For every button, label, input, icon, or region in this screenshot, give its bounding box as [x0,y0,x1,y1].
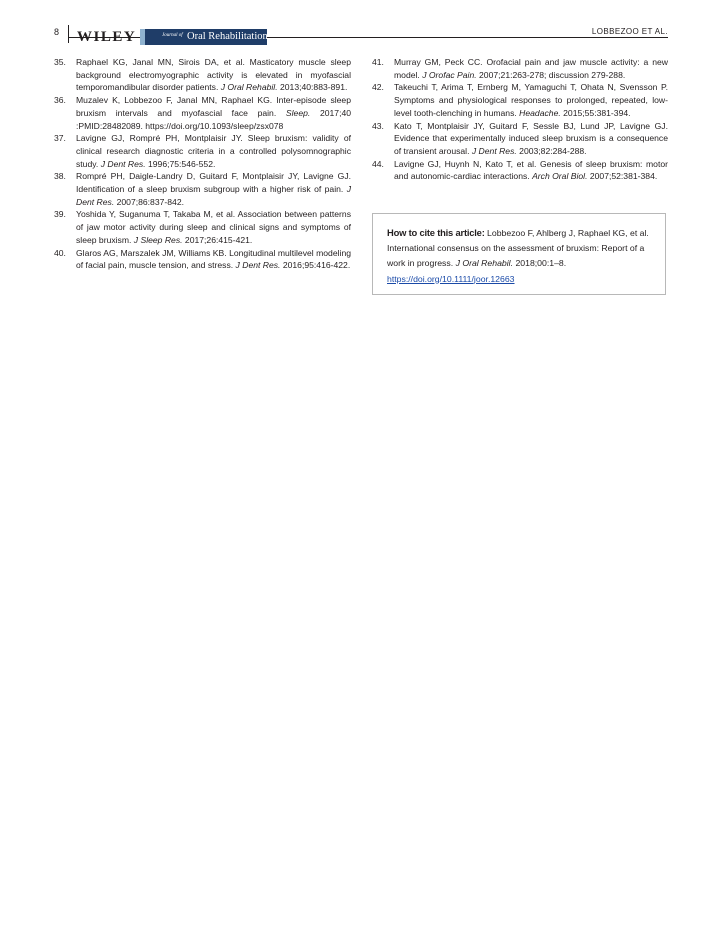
reference-journal: Headache. [519,107,561,118]
reference-journal: J Oral Rehabil. [220,82,278,93]
reference-journal: J Dent Res. [471,145,517,156]
reference-text: Kato T, Montplaisir JY, Guitard F, Sessle BJ, Lund JP, Lavigne GJ. Evidence that experimentally induced sleep bruxism is a consequence of transient arousal. [394,120,668,156]
reference-journal: Sleep. [285,107,311,118]
reference-number: 42. [372,82,384,93]
reference-journal: J Dent Res. [76,184,351,207]
reference-item [54,170,351,208]
page-number: 8 [54,27,60,37]
cite-heading: How to cite this article: [387,227,485,238]
reference-number: 37. [54,133,66,144]
reference-item [54,132,351,170]
reference-item [372,158,668,183]
reference-number: 38. [54,171,66,182]
reference-journal: Arch Oral Biol. [532,171,588,182]
journal-banner [145,29,267,45]
reference-text: Murray GM, Peck CC. Orofacial pain and jaw muscle activity: a new model. [394,57,668,80]
how-to-cite-box [372,213,666,295]
reference-text: Rompré PH, Daigle-Landry D, Guitard F, Montplaisir JY, Lavigne GJ. Identification of a sleep bruxism subgroup with a higher risk of pain. [76,171,351,195]
reference-journal: J Orofac Pain. [422,69,477,80]
reference-item [372,81,668,119]
reference-journal: J Dent Res. [100,158,146,169]
reference-number: 40. [54,247,66,258]
journal-banner-accent [140,29,145,45]
reference-details: 2003;82:284-288. [516,145,587,156]
journal-prefix: Journal of [162,33,183,38]
reference-details: 2017;26:415-421. [182,234,253,245]
references-right-column [372,56,668,183]
reference-details: 1996;75:546-552. [145,158,216,169]
reference-text: Takeuchi T, Arima T, Ernberg M, Yamaguchi T, Ohata N, Svensson P. Symptoms and physiological responses to prolonged, repeated, low-level tooth-clenching in humans. [394,82,668,118]
reference-text: Raphael KG, Janal MN, Sirois DA, et al. Masticatory muscle sleep background electromyographic activity is elevated in myofascial temporomandibular disorder patients. [76,57,351,93]
reference-text: Glaros AG, Marszalek JM, Williams KB. Longitudinal multilevel modeling of facial pain, muscle tension, and stress. [76,247,351,271]
reference-details: 2007;86:837-842. [114,196,184,207]
running-head: LOBBEZOO ET AL. [591,27,668,36]
references-left-column [54,56,351,272]
reference-item [54,94,351,132]
reference-number: 43. [372,120,384,131]
reference-details: 2016;95:416-422. [280,260,351,271]
reference-number: 39. [54,209,66,220]
reference-text: Lavigne GJ, Huynh N, Kato T, et al. Genesis of sleep bruxism: motor and autonomic-cardiac interactions. [394,158,668,182]
reference-details: 2007;52:381-384. [587,171,658,182]
reference-number: 36. [54,95,66,106]
reference-item [54,247,351,272]
reference-text: Yoshida Y, Suganuma T, Takaba M, et al. Association between patterns of jaw motor activity during sleep and clinical signs and symptoms of sleep bruxism. [76,209,351,245]
reference-text: Lavigne GJ, Rompré PH, Montplaisir JY. Sleep bruxism: validity of clinical research diagnostic criteria in a controlled polysomnographic study. [76,133,351,169]
reference-number: 44. [372,158,384,169]
reference-details: 2013;40:883-891. [277,82,348,93]
cite-details: 2018;00:1–8. [513,258,567,269]
reference-number: 41. [372,57,384,67]
reference-details: 2015;55:381-394. [560,107,631,118]
header-divider-tick [68,25,69,43]
cite-doi-link[interactable]: https://doi.org/10.1111/joor.12663 [387,273,515,284]
reference-number: 35. [54,57,66,67]
cite-text: Lobbezoo F, Ahlberg J, Raphael KG, et al. International consensus on the assessment of bruxism: Report of a work in progress. [387,228,649,269]
reference-details: 2007;21:263-278; discussion 279-288. [476,69,626,80]
journal-name: Oral Rehabilitation [187,31,268,42]
reference-item [54,56,351,94]
page-header [0,0,719,50]
reference-journal: J Sleep Res. [133,234,183,245]
reference-item [54,208,351,246]
reference-item [372,120,668,158]
reference-details: 2017;40 :PMID:28482089. https://doi.org/10.1093/sleep/zsx078 [76,107,352,131]
publisher-logo: WILEY [77,29,137,45]
reference-text: Muzalev K, Lobbezoo F, Janal MN, Raphael KG. Inter-episode sleep bruxism intervals and myofascial face pain. [76,95,351,118]
cite-journal: J Oral Rehabil. [455,258,514,269]
reference-item [372,56,668,81]
reference-journal: J Dent Res. [235,260,281,271]
